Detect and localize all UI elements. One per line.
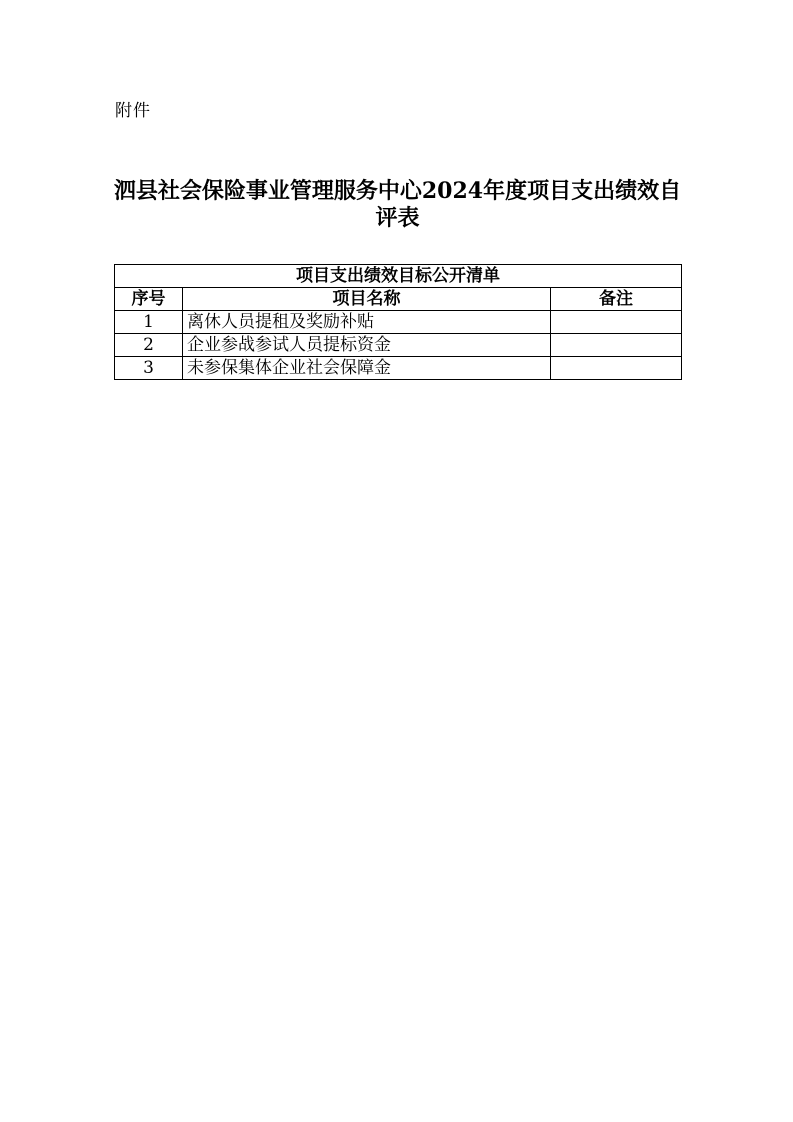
row-remark [551, 311, 682, 334]
row-name: 离休人员提租及奖励补贴 [183, 311, 551, 334]
row-name: 未参保集体企业社会保障金 [183, 357, 551, 380]
table-caption: 项目支出绩效目标公开清单 [115, 265, 682, 288]
row-no: 1 [115, 311, 183, 334]
row-remark [551, 357, 682, 380]
row-name: 企业参战参试人员提标资金 [183, 334, 551, 357]
table-row [115, 334, 682, 357]
header-no: 序号 [115, 288, 183, 311]
project-list-table [114, 264, 682, 380]
attachment-label: 附件 [115, 101, 151, 121]
table-row [115, 311, 682, 334]
table-row [115, 357, 682, 380]
document-title: 泗县社会保险事业管理服务中心2024年度项目支出绩效自评表 [113, 178, 682, 231]
header-name: 项目名称 [183, 288, 551, 311]
row-remark [551, 334, 682, 357]
header-remark: 备注 [551, 288, 682, 311]
table-header-row [115, 288, 682, 311]
row-no: 2 [115, 334, 183, 357]
row-no: 3 [115, 357, 183, 380]
table-caption-row [115, 265, 682, 288]
